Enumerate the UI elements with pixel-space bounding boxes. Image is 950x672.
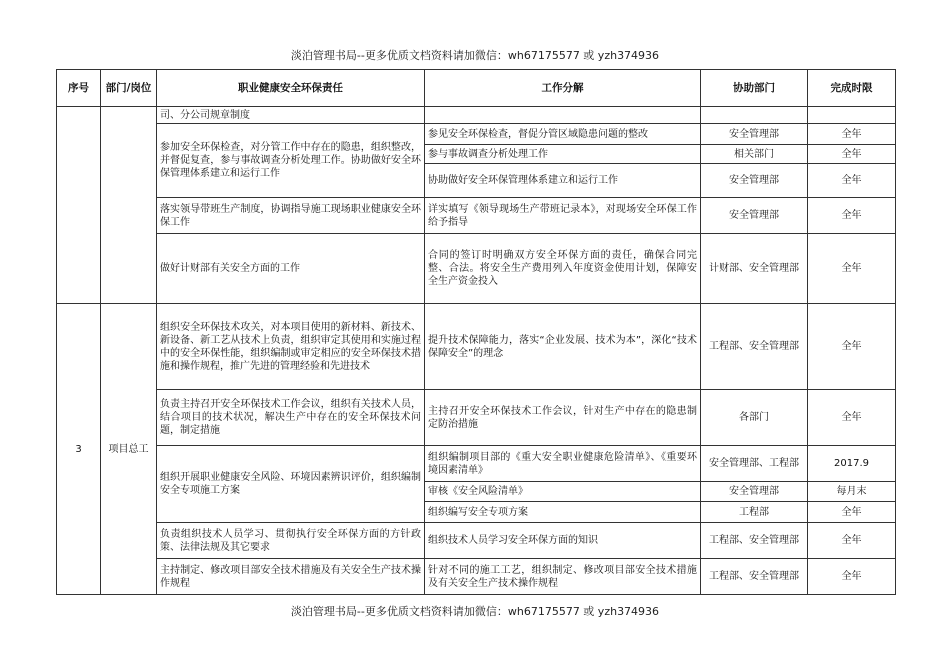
no-cell-empty xyxy=(57,107,101,304)
task-cell: 协助做好安全环保管理体系建立和运行工作 xyxy=(425,164,701,198)
table-row xyxy=(57,234,896,304)
assist-cell: 计财部、安全管理部 xyxy=(701,234,808,304)
duty-cell: 做好计财部有关安全方面的工作 xyxy=(157,234,425,304)
col-header-no: 序号 xyxy=(57,70,101,107)
page-header: 淡泊管理书局--更多优质文档资料请加微信：wh67175577 或 yzh374936 xyxy=(290,49,660,62)
assist-cell: 相关部门 xyxy=(701,145,808,164)
duty-cell: 组织开展职业健康安全风险、环境因素辨识评价，组织编制安全专项施工方案 xyxy=(157,446,425,523)
table-row xyxy=(57,198,896,234)
col-header-task: 工作分解 xyxy=(425,70,701,107)
page-footer: 淡泊管理书局--更多优质文档资料请加微信：wh67175577 或 yzh374936 xyxy=(290,605,660,618)
table-row xyxy=(57,446,896,482)
task-cell: 审核《安全风险清单》 xyxy=(425,482,701,502)
table-row xyxy=(57,107,896,124)
deadline-cell: 每月末 xyxy=(808,482,896,502)
task-cell: 组织编制项目部的《重大安全职业健康危险清单》、《重要环境因素清单》 xyxy=(425,446,701,482)
table-row xyxy=(57,523,896,559)
deadline-cell: 全年 xyxy=(808,304,896,390)
task-cell: 详实填写《领导现场生产带班记录本》，对现场安全环保工作给予指导 xyxy=(425,198,701,234)
table-row xyxy=(57,559,896,595)
duty-cell: 负责主持召开安全环保技术工作会议，组织有关技术人员，结合项目的技术状况，解决生产中存在的安全环保技术问题，制定措施 xyxy=(157,390,425,446)
deadline-cell: 2017.9 xyxy=(808,446,896,482)
task-cell: 提升技术保障能力，落实“企业发展、技术为本”，深化“技术保障安全”的理念 xyxy=(425,304,701,390)
task-cell-empty xyxy=(425,107,701,124)
task-cell: 针对不同的施工工艺，组织制定、修改项目部安全技术措施及有关安全生产技术操作规程 xyxy=(425,559,701,595)
assist-cell: 安全管理部 xyxy=(701,198,808,234)
deadline-cell: 全年 xyxy=(808,124,896,145)
deadline-cell: 全年 xyxy=(808,145,896,164)
deadline-cell: 全年 xyxy=(808,502,896,523)
assist-cell: 安全管理部、工程部 xyxy=(701,446,808,482)
deadline-cell: 全年 xyxy=(808,559,896,595)
assist-cell: 安全管理部 xyxy=(701,164,808,198)
col-header-dept: 部门/岗位 xyxy=(101,70,157,107)
deadline-cell: 全年 xyxy=(808,164,896,198)
table-row xyxy=(57,124,896,145)
assist-cell: 安全管理部 xyxy=(701,482,808,502)
task-cell: 主持召开安全环保技术工作会议，针对生产中存在的隐患制定防治措施 xyxy=(425,390,701,446)
table-row xyxy=(57,390,896,446)
task-cell: 参见安全环保检查，督促分管区域隐患问题的整改 xyxy=(425,124,701,145)
col-header-duty: 职业健康安全环保责任 xyxy=(157,70,425,107)
col-header-deadline: 完成时限 xyxy=(808,70,896,107)
deadline-cell: 全年 xyxy=(808,523,896,559)
duty-cell: 组织安全环保技术攻关，对本项目使用的新材料、新技术、新设备、新工艺从技术上负责，组织审定其使用和实施过程中的安全环保性能，组织编制或审定相应的安全环保技术措施和操作规程，推广先进的管理经验和先进技术 xyxy=(157,304,425,390)
deadline-cell: 全年 xyxy=(808,198,896,234)
task-cell: 合同的签订时明确双方安全环保方面的责任，确保合同完整、合法。将安全生产费用列入年度资金使用计划，保障安全生产资金投入 xyxy=(425,234,701,304)
assist-cell-empty xyxy=(701,107,808,124)
duty-cell: 司、分公司规章制度 xyxy=(157,107,425,124)
task-cell: 参与事故调查分析处理工作 xyxy=(425,145,701,164)
assist-cell: 工程部、安全管理部 xyxy=(701,304,808,390)
assist-cell: 工程部 xyxy=(701,502,808,523)
table-row xyxy=(57,304,896,390)
responsibility-table xyxy=(56,69,896,595)
duty-cell: 主持制定、修改项目部安全技术措施及有关安全生产技术操作规程 xyxy=(157,559,425,595)
assist-cell: 工程部、安全管理部 xyxy=(701,559,808,595)
deadline-cell-empty xyxy=(808,107,896,124)
dept-cell-empty xyxy=(101,107,157,304)
duty-cell: 负责组织技术人员学习、贯彻执行安全环保方面的方针政策、法律法规及其它要求 xyxy=(157,523,425,559)
deadline-cell: 全年 xyxy=(808,234,896,304)
task-cell: 组织技术人员学习安全环保方面的知识 xyxy=(425,523,701,559)
assist-cell: 安全管理部 xyxy=(701,124,808,145)
table-header-row xyxy=(57,70,896,107)
col-header-assist: 协助部门 xyxy=(701,70,808,107)
assist-cell: 工程部、安全管理部 xyxy=(701,523,808,559)
task-cell: 组织编写安全专项方案 xyxy=(425,502,701,523)
dept-cell: 项目总工 xyxy=(101,304,157,595)
assist-cell: 各部门 xyxy=(701,390,808,446)
deadline-cell: 全年 xyxy=(808,390,896,446)
duty-cell: 落实领导带班生产制度，协调指导施工现场职业健康安全环保工作 xyxy=(157,198,425,234)
no-cell: 3 xyxy=(57,304,101,595)
duty-cell: 参加安全环保检查，对分管工作中存在的隐患，组织整改，并督促复查，参与事故调查分析处理工作。协助做好安全环保管理体系建立和运行工作 xyxy=(157,124,425,198)
